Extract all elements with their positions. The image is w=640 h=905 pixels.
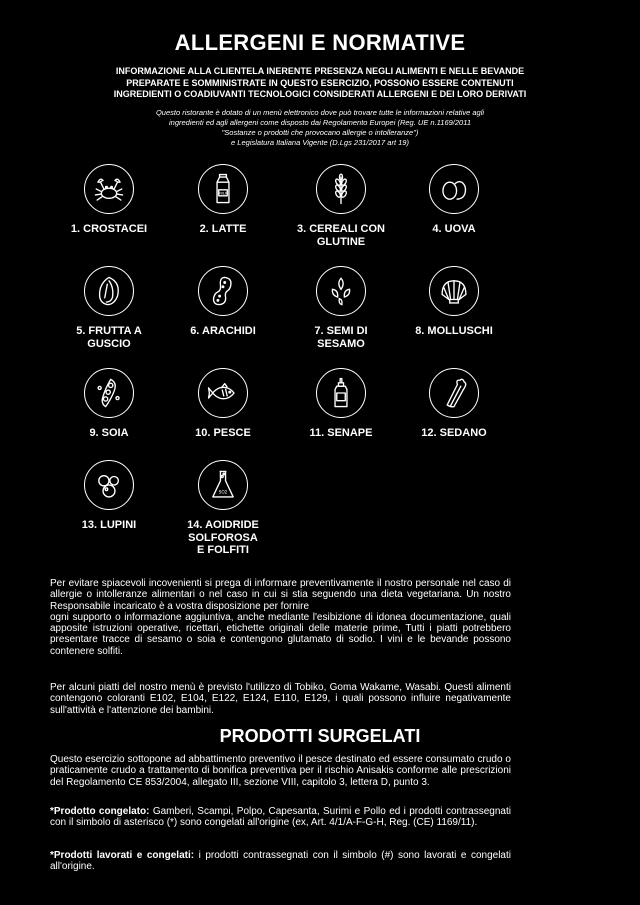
allergen-label: 2. LATTE	[199, 223, 247, 235]
allergen-crostacei	[49, 164, 169, 236]
celery-icon	[429, 368, 479, 418]
page-title: ALLERGENI E NORMATIVE	[174, 30, 466, 55]
mustard-bottle-icon	[316, 368, 366, 418]
processed-text: i prodotti contrassegnati con il simbolo (#) sono lavorati e congelati all'origine.	[50, 850, 511, 873]
frozen-text: Gamberi, Scampi, Polpo, Capesanta, Surimi e Pollo ed i prodotti contrassegnati con il simbolo di asterisco (*) sono congelati all'origine (ex, Art. 4/1/A-F-G-H, Reg. (CE) 1169/11).	[50, 806, 511, 829]
wheat-icon	[316, 164, 366, 214]
eggs-icon	[429, 164, 479, 214]
allergen-label: 10. PESCE	[195, 427, 251, 439]
allergen-solfiti	[163, 460, 283, 557]
so2-text: SO2	[218, 490, 228, 496]
allergen-senape	[281, 368, 401, 440]
allergen-label: 4. UOVA	[432, 223, 476, 235]
allergen-sesamo	[281, 266, 401, 350]
allergen-pesce	[163, 368, 283, 440]
fish-icon	[198, 368, 248, 418]
allergen-soia	[49, 368, 169, 440]
milk-carton-icon	[198, 164, 248, 214]
frozen-products-paragraph	[50, 806, 511, 829]
processed-lead: *Prodotti lavorati e congelati:	[50, 850, 195, 861]
allergen-uova	[394, 164, 514, 236]
info-text: ogni supporto o informazione aggiuntiva, anche mediante l'esibizione di idonea documentazione, quali apposite istruzioni operative, ricettari, etichette originali delle materie prime, Tutti i piatti potrebbero presentare tracce di sesamo o soia e contengono glutamato di sodio. I vini e le bevande possono contenere solfiti.	[50, 611, 511, 657]
subtitle-line: INGREDIENTI O COADIUVANTI TECNOLOGICI CONSIDERATI ALLERGENI E DEI LORO DERIVATI	[113, 89, 527, 99]
allergen-label: 8. MOLLUSCHI	[415, 325, 493, 337]
peanut-icon	[198, 266, 248, 316]
info-paragraph	[50, 578, 511, 657]
allergen-label: 11. SENAPE	[309, 427, 373, 439]
allergen-lupini	[49, 460, 169, 532]
allergen-label: 6. ARACHIDI	[190, 325, 256, 337]
allergen-cereali	[281, 164, 401, 248]
frozen-paragraph: Questo esercizio sottopone ad abbattimento preventivo il pesce destinato ed essere consumato crudo o praticamente crudo a trattamento di bonifica preventiva per il rischio Anisakis conforme alle prescrizioni del Regolamento CE 853/2004, allegato III, sezione VIII, capitolo 3, lettera D, punto 3.	[50, 754, 511, 788]
shell-icon	[429, 266, 479, 316]
lupin-icon	[84, 460, 134, 510]
allergen-frutta-guscio	[49, 266, 169, 350]
allergen-arachidi	[163, 266, 283, 338]
info-paragraph: Per alcuni piatti del nostro menù è previsto l'utilizzo di Tobiko, Goma Wakame, Wasabi. Questi alimenti contengono coloranti E102, E104, E122, E124, E110, E129, i quali possono influire negativamente sull'attività e l'attenzione dei bambini.	[50, 682, 511, 716]
processed-products-paragraph	[50, 850, 511, 873]
note-line: e Legislatura Italiana Vigente (D.Lgs 231/2017 art 19)	[231, 138, 409, 147]
allergen-label: 13. LUPINI	[81, 519, 137, 531]
note-line: Questo ristorante è dotato di un menù elettronico dove può trovare tutte le informazioni relative agli	[155, 108, 485, 117]
subtitle-line: INFORMAZIONE ALLA CLIENTELA INERENTE PRESENZA NEGLI ALIMENTI E NELLE BEVANDE	[115, 66, 525, 76]
nut-icon	[84, 266, 134, 316]
flask-icon	[198, 460, 248, 510]
allergen-label: 7. SEMI DI SESAMO	[314, 325, 368, 350]
allergen-label: 5. FRUTTA A GUSCIO	[76, 325, 142, 350]
allergen-latte	[163, 164, 283, 236]
subtitle-line: PREPARATE E SOMMINISTRATE IN QUESTO ESERCIZIO, POSSONO ESSERE CONTENUTI	[126, 77, 514, 88]
allergen-molluschi	[394, 266, 514, 338]
sesame-seeds-icon	[316, 266, 366, 316]
subtitle	[40, 66, 600, 101]
note-line: "Sostanze o prodotti che provocano allergie o intolleranze")	[221, 128, 419, 137]
soy-pod-icon	[84, 368, 134, 418]
allergen-sedano	[394, 368, 514, 440]
allergen-label: 3. CEREALI CON GLUTINE	[296, 223, 385, 248]
info-text: Per evitare spiacevoli incovenienti si prega di informare preventivamente il nostro personale nel caso di allergie o intolleranze alimentari o nel caso in cui si stia seguendo una dieta vegetariana. Un nostro Responsabile incaricato è a vostra disposizione per fornire	[50, 578, 511, 612]
frozen-section-title: PRODOTTI SURGELATI	[219, 726, 421, 746]
allergen-label: 9. SOIA	[89, 427, 129, 439]
allergen-label: 1. CROSTACEI	[70, 223, 148, 235]
note-line: ingredienti ed agli allergeni come disposto dai Regolamento Europei (Reg. UE n.1169/2011	[169, 118, 471, 127]
frozen-lead: *Prodotto congelato:	[50, 806, 150, 817]
allergen-label: 12. SEDANO	[421, 427, 487, 439]
milk-text: MILK	[218, 190, 228, 196]
crab-icon	[84, 164, 134, 214]
regulation-note	[40, 108, 600, 148]
allergen-label: 14. AOIDRIDE SOLFOROSA E FOLFITI	[187, 519, 259, 556]
